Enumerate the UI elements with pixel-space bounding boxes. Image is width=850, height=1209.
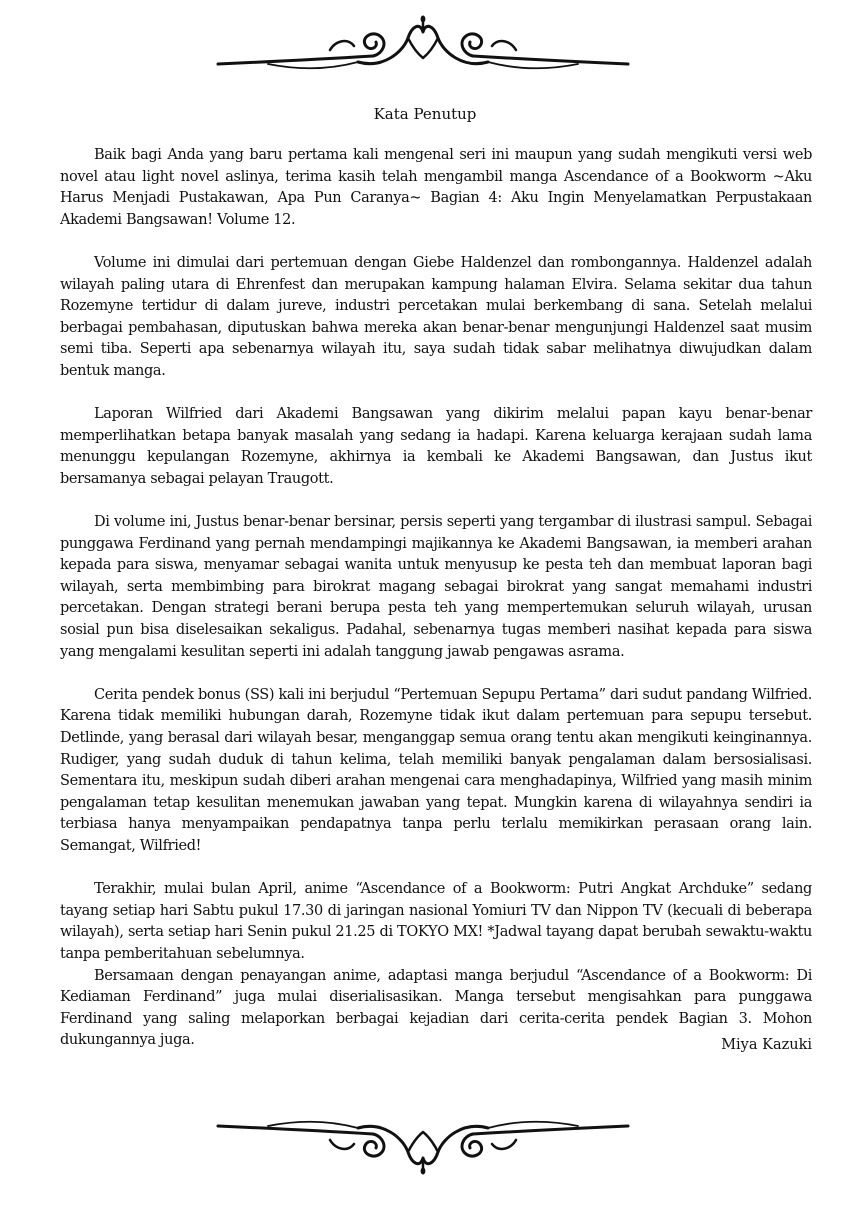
- page-title: Kata Penutup: [373, 105, 477, 123]
- bottom-flourish-ornament: [208, 1106, 638, 1176]
- paragraph-anime: Terakhir, mulai bulan April, anime “Ascendance of a Bookworm: Putri Angkat Archduke” sedang tayang setiap hari Sabtu pukul 17.30 di jaringan nasional Yomiuri TV dan Nippon TV (kecuali di beberapa wilayah), serta setiap hari Senin pukul 21.25 di TOKYO MX! *Jadwal tayang dapat berubah sewaktu-waktu tanpa pemberitahuan sebelumnya.: [60, 881, 812, 962]
- top-flourish-ornament: [208, 14, 638, 84]
- paragraph-intro: Baik bagi Anda yang baru pertama kali mengenal seri ini maupun yang sudah mengikuti versi web novel atau light novel aslinya, terima kasih telah mengambil manga Ascendance of a Bookworm ~Aku Harus Menjadi Pustakawan, Apa Pun Caranya~ Bagian 4: Aku Ingin Menyelamatkan Perpustakaan Akademi Bangsawan! Volume 12.: [60, 147, 812, 228]
- paragraph-manga: Bersamaan dengan penayangan anime, adaptasi manga berjudul “Ascendance of a Bookworm: Di Kediaman Ferdinand” juga mulai diserialisasikan. Manga tersebut mengisahkan para punggawa Ferdinand yang saling melaporkan berbagai kejadian dari cerita-cerita pendek Bagian 3. Mohon dukungannya juga.: [60, 967, 812, 1049]
- author-signature: Miya Kazuki: [721, 1037, 812, 1053]
- paragraph-wilfried-report: Laporan Wilfried dari Akademi Bangsawan yang dikirim melalui papan kayu benar-benar memperlihatkan betapa banyak masalah yang sedang ia hadapi. Karena keluarga kerajaan sudah lama menunggu kepulangan Rozemyne, akhirnya ia kembali ke Akademi Bangsawan, dan Justus ikut bersamanya sebagai pelayan Traugott.: [60, 406, 812, 487]
- paragraph-short-story: Cerita pendek bonus (SS) kali ini berjudul “Pertemuan Sepupu Pertama” dari sudut pandang Wilfried. Karena tidak memiliki hubungan darah, Rozemyne tidak ikut dalam pertemuan para sepupu tersebut. Detlinde, yang berasal dari wilayah besar, menganggap semua orang tentu akan mengikuti keinginannya. Rudiger, yang sudah duduk di tahun kelima, telah memiliki banyak pengalaman dalam bersosialisasi. Sementara itu, meskipun sudah diberi arahan mengenai cara menghadapinya, Wilfried yang masih minim pengalaman tetap kesulitan menemukan jawaban yang tepat. Mungkin karena di wilayahnya sendiri ia terbiasa hanya menyampaikan pendapatnya tanpa perlu terlalu memikirkan perasaan orang lain. Semangat, Wilfried!: [60, 686, 812, 854]
- paragraph-justus: Di volume ini, Justus benar-benar bersinar, persis seperti yang tergambar di ilustrasi sampul. Sebagai punggawa Ferdinand yang pernah mendampingi majikannya ke Akademi Bangsawan, ia memberi arahan kepada para siswa, menyamar sebagai wanita untuk menyusup ke pesta teh dan membuat laporan bagi wilayah, serta membimbing para birokrat magang sebagai birokrat yang sangat memahami industri percetakan. Dengan strategi berani berupa pesta teh yang mempertemukan seluruh wilayah, urusan sosial pun bisa diselesaikan sekaligus. Padahal, sebenarnya tugas memberi nasihat kepada para siswa yang mengalami kesulitan seperti ini adalah tanggung jawab pengawas asrama.: [60, 514, 812, 660]
- afterword-body: [60, 145, 812, 1052]
- paragraph-haldenzel: Volume ini dimulai dari pertemuan dengan Giebe Haldenzel dan rombongannya. Haldenzel adalah wilayah paling utara di Ehrenfest dan merupakan kampung halaman Elvira. Selama sekitar dua tahun Rozemyne tertidur di dalam jureve, industri percetakan mulai berkembang di sana. Setelah melalui berbagai pembahasan, diputuskan bahwa mereka akan benar-benar mengunjungi Haldenzel saat musim semi tiba. Seperti apa sebenarnya wilayah itu, saya sudah tidak sabar melihatnya diwujudkan dalam bentuk manga.: [60, 254, 812, 379]
